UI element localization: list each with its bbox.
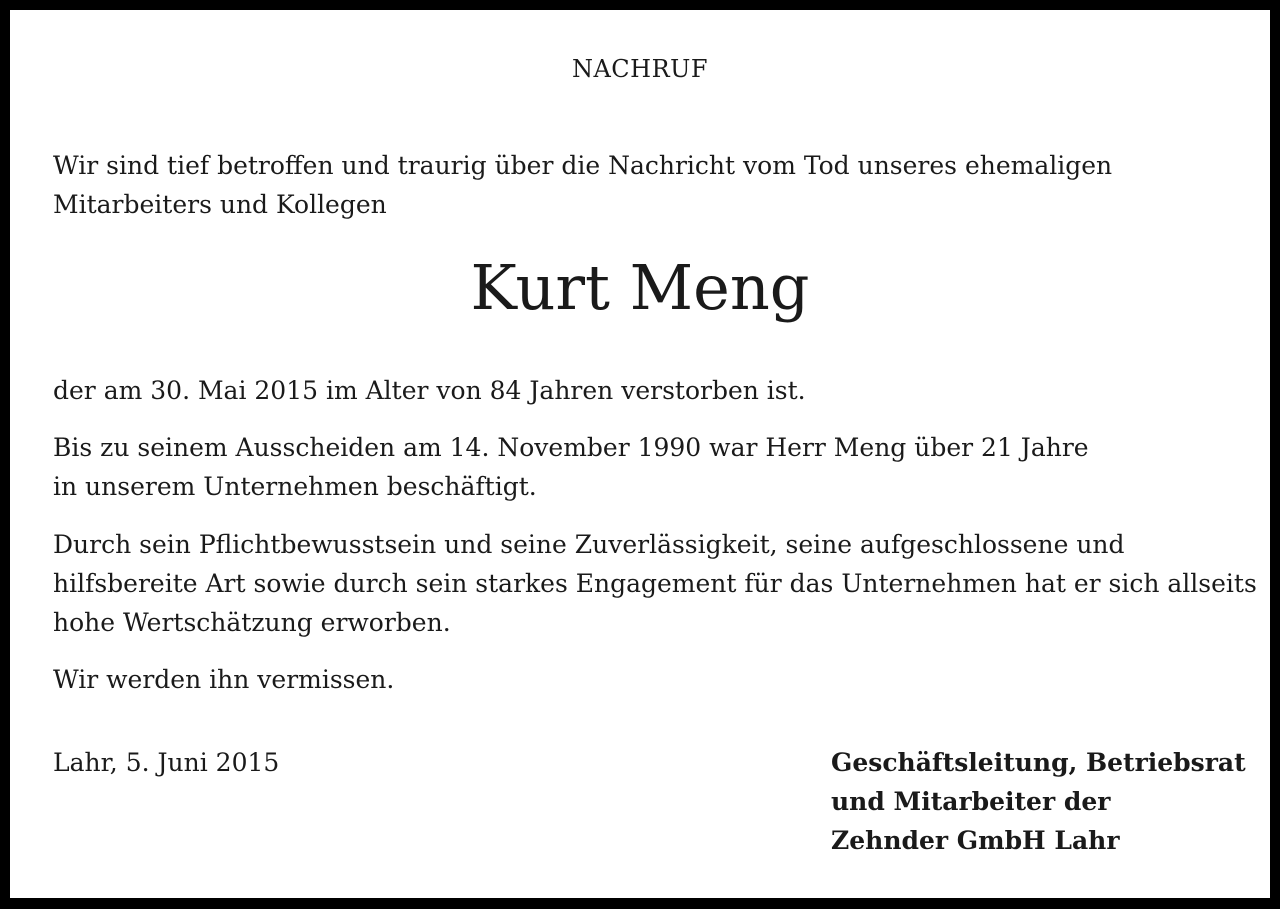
- paragraph-line: in unserem Unternehmen beschäftigt.: [53, 472, 537, 501]
- paragraph-line: Bis zu seinem Ausscheiden am 14. November 1990 war Herr Meng über 21 Jahre: [53, 433, 1089, 462]
- closing-paragraph: [53, 660, 1248, 699]
- deceased-name: Kurt Meng: [470, 251, 810, 324]
- employment-paragraph: [53, 428, 1248, 506]
- notice-heading: NACHRUF: [571, 55, 709, 83]
- paragraph-line: Durch sein Pflichtbewusstsein und seine Zuverlässigkeit, seine aufgeschlossene und: [53, 530, 1125, 559]
- paragraph-line: hohe Wertschätzung erworben.: [53, 608, 451, 637]
- signature-line: und Mitarbeiter der: [831, 787, 1111, 816]
- obituary-notice: [10, 10, 1270, 898]
- signature-line: Zehnder GmbH Lahr: [831, 826, 1120, 855]
- death-date-paragraph: [53, 371, 1248, 410]
- intro-text: [53, 146, 1233, 224]
- signature-line: Geschäftsleitung, Betriebsrat: [831, 748, 1246, 777]
- paragraph-line: der am 30. Mai 2015 im Alter von 84 Jahren verstorben ist.: [53, 376, 806, 405]
- signature-block: [831, 743, 1246, 860]
- place-and-date: Lahr, 5. Juni 2015: [53, 748, 280, 777]
- tribute-paragraph: [53, 525, 1257, 642]
- paragraph-line: Wir werden ihn vermissen.: [53, 665, 395, 694]
- paragraph-line: hilfsbereite Art sowie durch sein starkes Engagement für das Unternehmen hat er sich allseits: [53, 569, 1257, 598]
- intro-line: Mitarbeiters und Kollegen: [53, 190, 387, 219]
- intro-line: Wir sind tief betroffen und traurig über die Nachricht vom Tod unseres ehemaligen: [53, 151, 1113, 180]
